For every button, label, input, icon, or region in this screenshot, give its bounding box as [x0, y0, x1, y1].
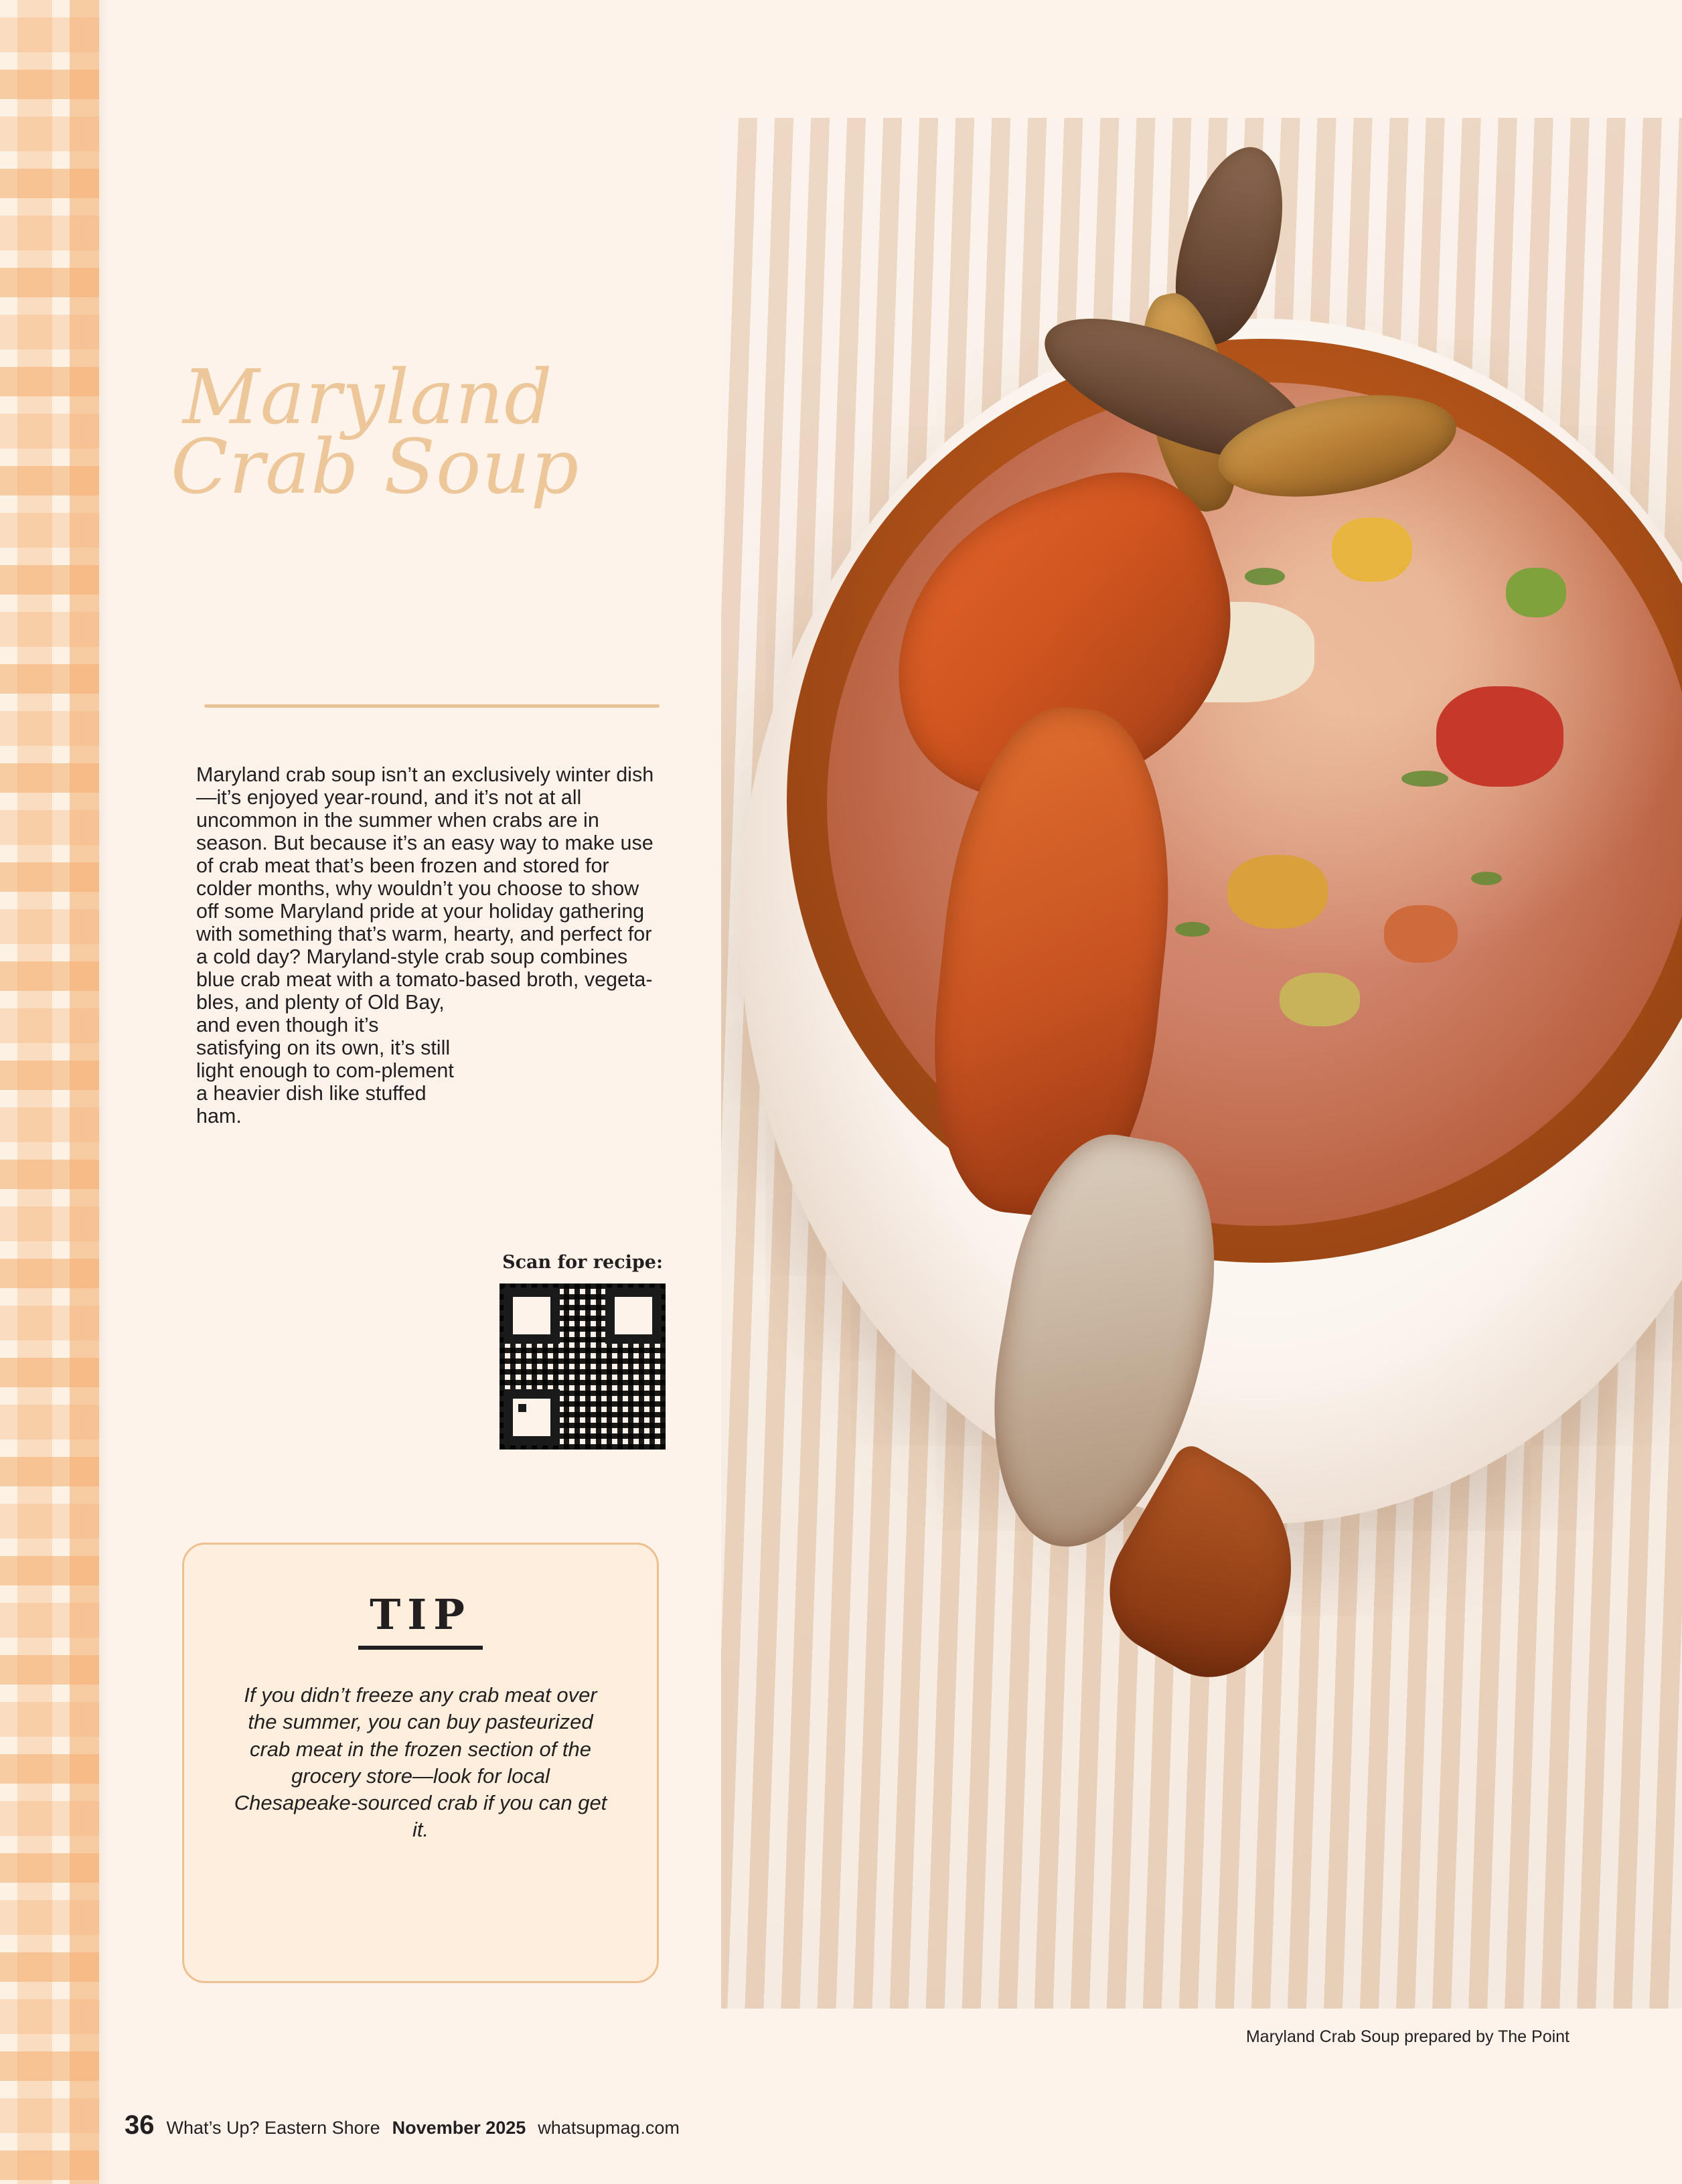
- crab-soup-photo: [721, 118, 1682, 2009]
- page-number: 36: [125, 2110, 155, 2140]
- article-body: [196, 763, 665, 1127]
- page-footer: [125, 2110, 680, 2140]
- soup-ingredient: [1227, 855, 1328, 929]
- qr-code-icon[interactable]: [500, 1283, 666, 1450]
- body-paragraph-1: Maryland crab soup isn’t an exclusively winter dish—it’s enjoyed year-round, and it’s not at all uncommon in the summer when crabs are in season. But because it’s an easy way to make use of crab meat that’s been frozen and stored for colder months, why wouldn’t you choose to show off some Maryland pride at your holiday gathering with something that’s warm, hearty, and perfect for a cold day? Maryland-style crab soup combines blue crab meat with a tomato-based broth, vegeta-: [196, 763, 654, 991]
- soup-ingredient: [1332, 518, 1412, 582]
- tip-heading-underline: [358, 1646, 483, 1650]
- soup-ingredient: [1280, 973, 1360, 1026]
- article-title: [171, 354, 680, 511]
- herb-garnish: [1175, 922, 1210, 937]
- tip-heading: TIP: [370, 1590, 471, 1639]
- website-url[interactable]: whatsupmag.com: [538, 2118, 680, 2138]
- soup-ingredient: [1384, 905, 1458, 963]
- herb-garnish: [1245, 568, 1285, 585]
- gingham-border-pattern: [0, 0, 99, 2184]
- soup-ingredient: [1506, 568, 1566, 617]
- herb-garnish: [1471, 872, 1502, 885]
- publication-name: What’s Up? Eastern Shore: [166, 2118, 380, 2138]
- issue-date: November 2025: [392, 2118, 526, 2138]
- photo-caption: Maryland Crab Soup prepared by The Point: [1245, 2027, 1570, 2046]
- title-line-2: Crab Soup: [171, 423, 580, 511]
- herb-garnish: [1401, 771, 1448, 787]
- title-line-1: Maryland: [183, 354, 553, 441]
- qr-label: Scan for recipe:: [502, 1252, 663, 1273]
- scan-for-recipe-block: [492, 1252, 673, 1450]
- gingham-edge-shadow: [99, 0, 108, 2184]
- tip-body-text: If you didn’t freeze any crab meat over the summer, you can buy pasteurized crab meat in the frozen section of the grocery store—look for local Chesapeake-sourced crab if you can get it.: [234, 1683, 607, 1842]
- body-paragraph-2: bles, and plenty of Old Bay, and even though it’s satisfying on its own, it’s still light enough to com-plement a heavier dish like stuffed ham.: [196, 991, 454, 1127]
- title-rule-divider: [204, 704, 660, 708]
- qr-finder-icon: [504, 1389, 560, 1446]
- soup-ingredient: [1436, 686, 1563, 787]
- tip-callout-box: [182, 1543, 659, 1983]
